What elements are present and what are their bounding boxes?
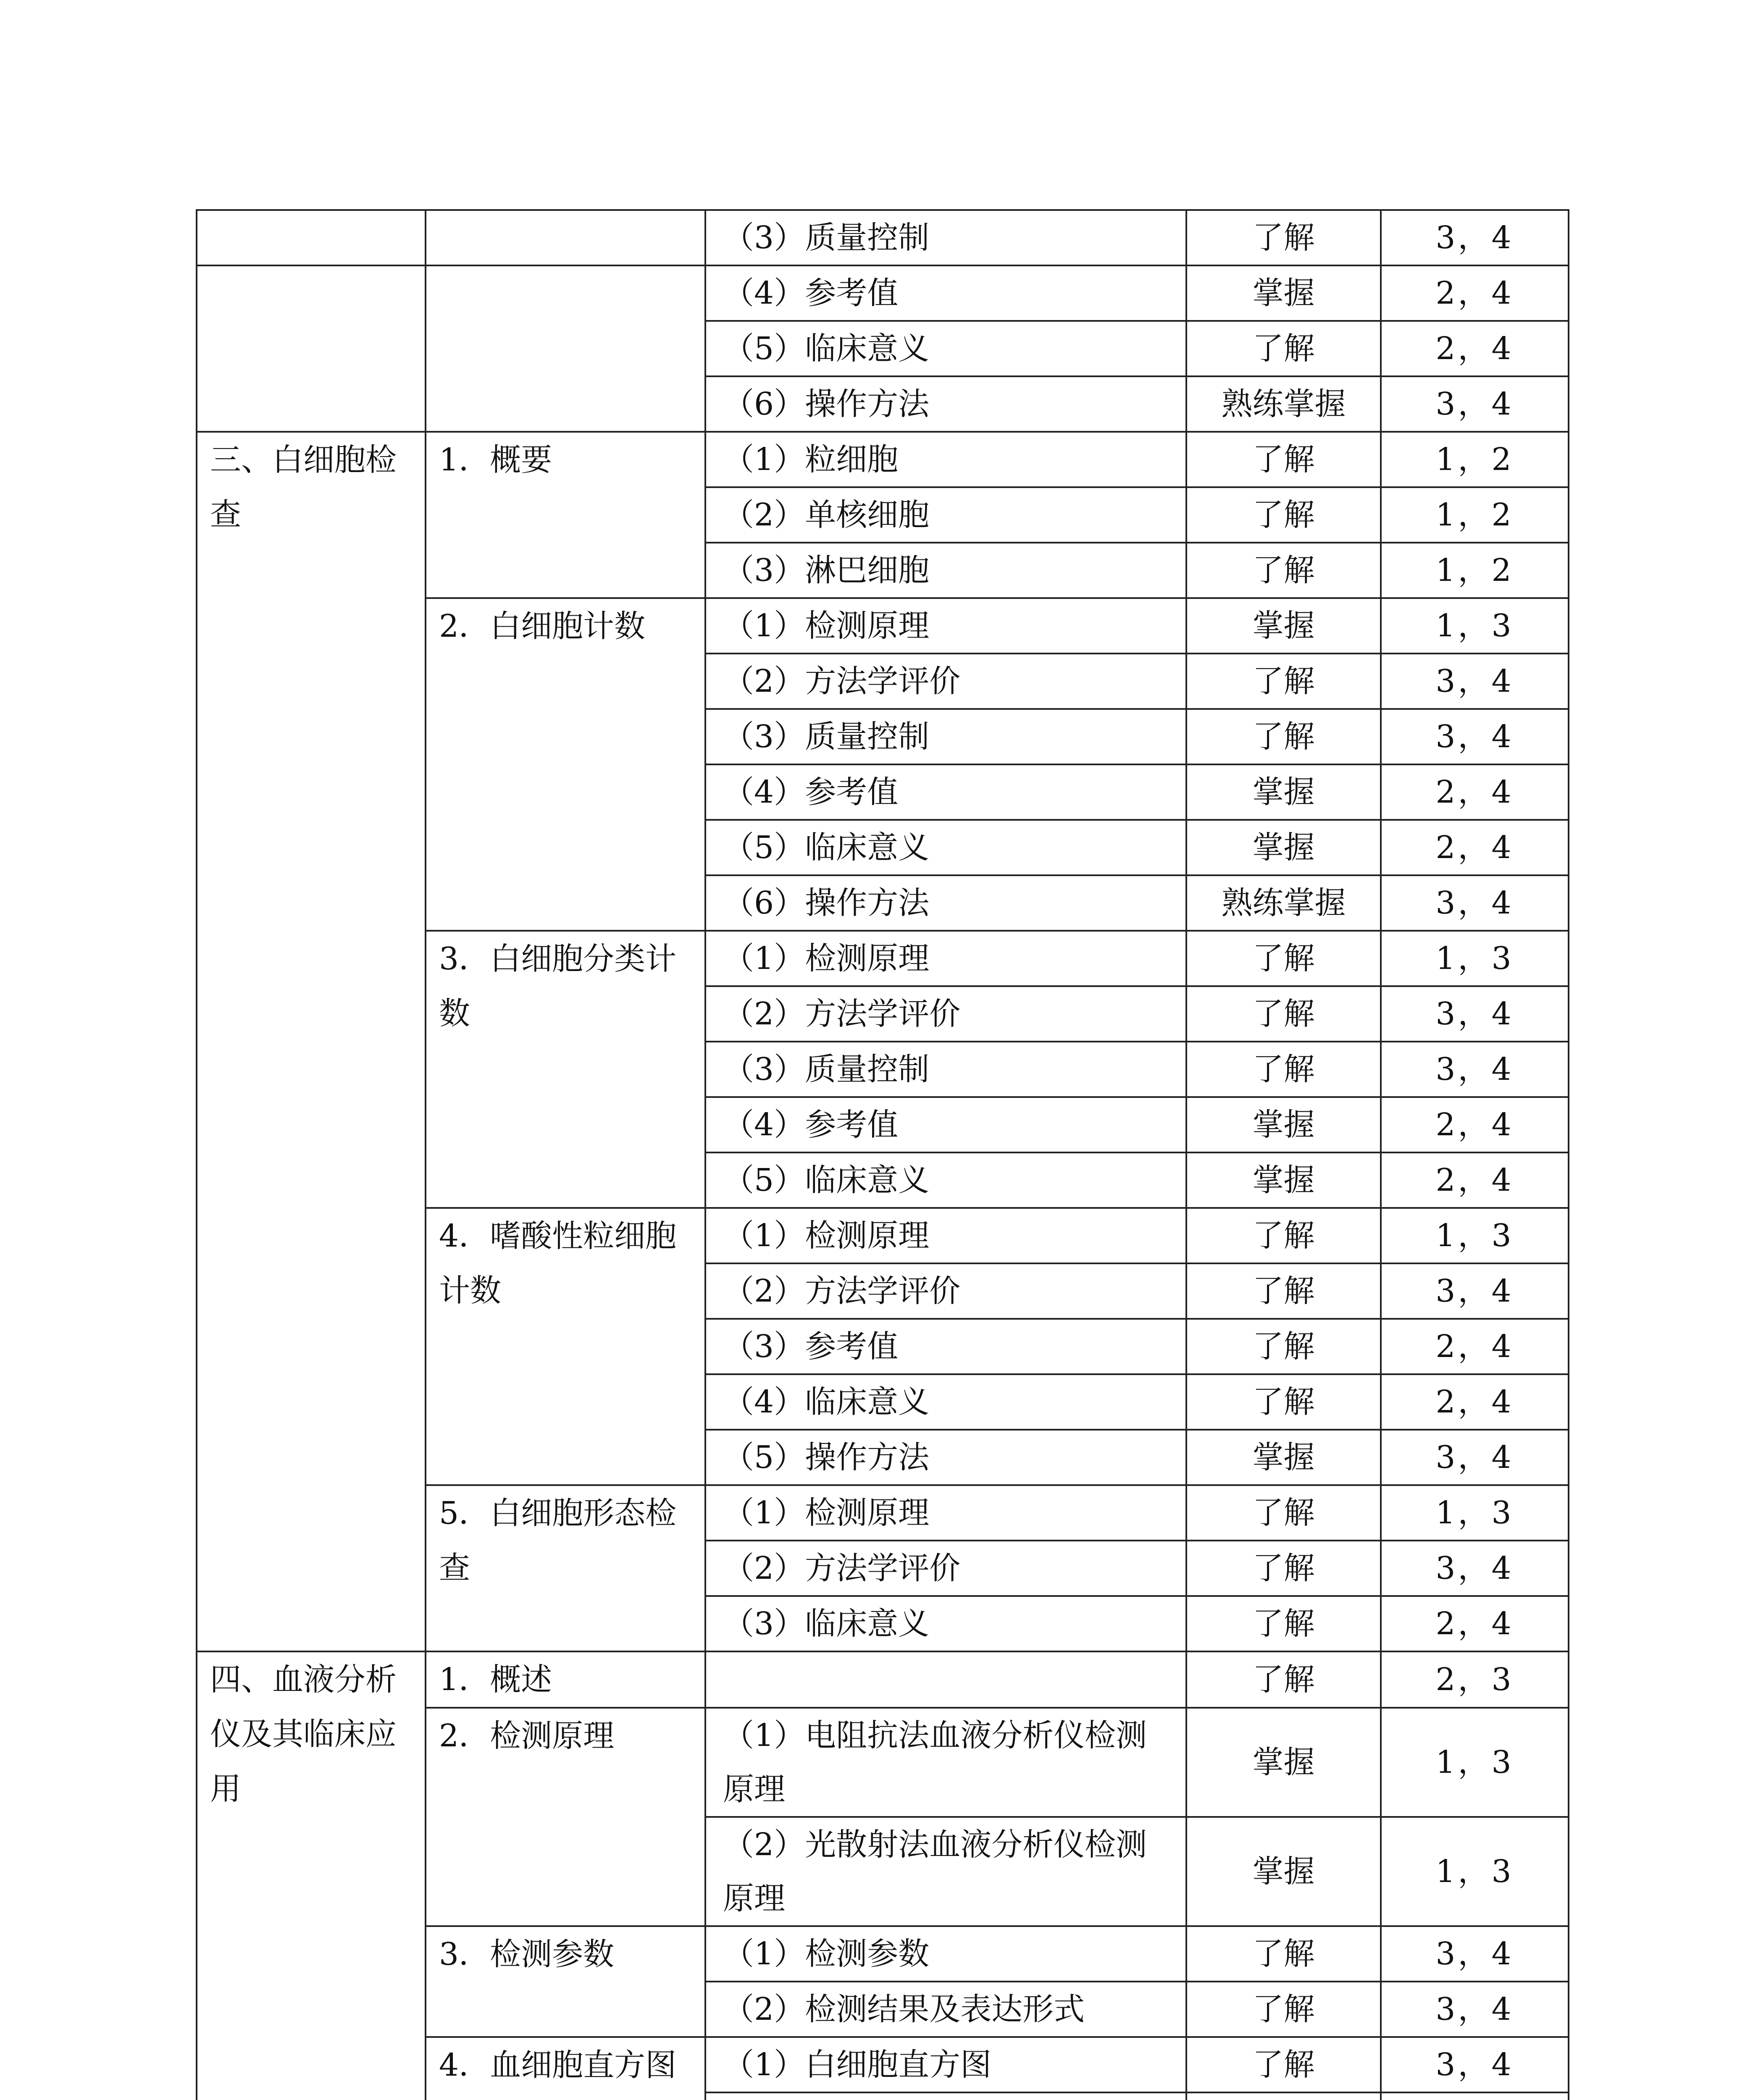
topic-cell: 5．白细胞形态检查 [426, 1485, 705, 1651]
subtopic-cell: （2）方法学评价 [705, 986, 1186, 1042]
requirement-level-cell: 了解 [1186, 986, 1381, 1042]
topic-cell: 2．检测原理 [426, 1708, 705, 1926]
subtopic-cell: （1）检测原理 [705, 1485, 1186, 1541]
subtopic-cell: （6）操作方法 [705, 376, 1186, 432]
topic-cell: 2．白细胞计数 [426, 598, 705, 931]
subtopic-cell: （3）临床意义 [705, 1596, 1186, 1651]
requirement-level-cell: 了解 [1186, 709, 1381, 764]
subtopic-cell: （3）质量控制 [705, 709, 1186, 764]
unit-cell: 三、白细胞检查 [197, 432, 426, 1651]
requirement-level-cell: 掌握 [1186, 598, 1381, 654]
unit-code-cell: 3，4 [1381, 1430, 1569, 1485]
subtopic-cell: （1）检测原理 [705, 1208, 1186, 1263]
requirement-level-cell: 掌握 [1186, 764, 1381, 820]
subtopic-cell: （5）临床意义 [705, 321, 1186, 376]
subtopic-cell: （2）光散射法血液分析仪检测原理 [705, 1817, 1186, 1926]
requirement-level-cell: 了解 [1186, 2037, 1381, 2092]
subtopic-cell: （2）方法学评价 [705, 654, 1186, 709]
topic-cell: 1．概要 [426, 432, 705, 598]
subtopic-cell [705, 1651, 1186, 1708]
subtopic-cell: （2）单核细胞 [705, 487, 1186, 543]
requirement-level-cell: 了解 [1186, 1263, 1381, 1319]
subtopic-cell: （4）参考值 [705, 1097, 1186, 1152]
topic-cell: 3．白细胞分类计数 [426, 931, 705, 1208]
requirement-level-cell: 了解 [1186, 1485, 1381, 1541]
requirement-level-cell: 了解 [1186, 1596, 1381, 1651]
unit-code-cell [1381, 2092, 1569, 2100]
subtopic-cell: （4）参考值 [705, 265, 1186, 321]
subtopic-cell: （5）操作方法 [705, 1430, 1186, 1485]
requirement-level-cell: 掌握 [1186, 820, 1381, 875]
subtopic-cell [705, 2092, 1186, 2100]
unit-cell [197, 210, 426, 265]
unit-code-cell: 3，4 [1381, 654, 1569, 709]
unit-code-cell: 1，3 [1381, 1708, 1569, 1817]
requirement-level-cell: 了解 [1186, 1319, 1381, 1374]
table-row [197, 432, 1569, 487]
requirement-level-cell: 掌握 [1186, 265, 1381, 321]
unit-code-cell: 3，4 [1381, 2037, 1569, 2092]
requirement-level-cell: 掌握 [1186, 1708, 1381, 1817]
unit-code-cell: 3，4 [1381, 1541, 1569, 1596]
requirement-level-cell: 了解 [1186, 1208, 1381, 1263]
unit-code-cell: 1，3 [1381, 598, 1569, 654]
table-row [197, 210, 1569, 265]
unit-code-cell: 3，4 [1381, 1982, 1569, 2037]
subtopic-cell: （3）淋巴细胞 [705, 543, 1186, 598]
subtopic-cell: （3）质量控制 [705, 210, 1186, 265]
requirement-level-cell: 了解 [1186, 1651, 1381, 1708]
requirement-level-cell: 掌握 [1186, 1097, 1381, 1152]
requirement-level-cell: 了解 [1186, 1042, 1381, 1097]
unit-code-cell: 3，4 [1381, 1042, 1569, 1097]
subtopic-cell: （4）临床意义 [705, 1374, 1186, 1430]
unit-code-cell: 1，3 [1381, 1208, 1569, 1263]
unit-cell: 四、血液分析仪及其临床应用 [197, 1651, 426, 2100]
unit-code-cell: 3，4 [1381, 210, 1569, 265]
unit-code-cell: 3，4 [1381, 709, 1569, 764]
requirement-level-cell: 了解 [1186, 487, 1381, 543]
unit-code-cell: 3，4 [1381, 376, 1569, 432]
unit-code-cell: 1，3 [1381, 1485, 1569, 1541]
syllabus-table [196, 209, 1569, 2100]
table-row [197, 1651, 1569, 1708]
subtopic-cell: （1）电阻抗法血液分析仪检测原理 [705, 1708, 1186, 1817]
topic-cell [426, 210, 705, 265]
requirement-level-cell: 了解 [1186, 210, 1381, 265]
unit-code-cell: 3，4 [1381, 986, 1569, 1042]
requirement-level-cell: 了解 [1186, 1982, 1381, 2037]
unit-code-cell: 2，4 [1381, 321, 1569, 376]
subtopic-cell: （2）检测结果及表达形式 [705, 1982, 1186, 2037]
subtopic-cell: （5）临床意义 [705, 1152, 1186, 1208]
subtopic-cell: （2）方法学评价 [705, 1541, 1186, 1596]
unit-code-cell: 3，4 [1381, 1263, 1569, 1319]
unit-code-cell: 1，3 [1381, 1817, 1569, 1926]
unit-code-cell: 2，4 [1381, 265, 1569, 321]
subtopic-cell: （1）检测原理 [705, 598, 1186, 654]
requirement-level-cell: 了解 [1186, 1374, 1381, 1430]
requirement-level-cell: 了解 [1186, 654, 1381, 709]
syllabus-table-body [197, 210, 1569, 2100]
table-row [197, 265, 1569, 321]
subtopic-cell: （1）粒细胞 [705, 432, 1186, 487]
requirement-level-cell: 掌握 [1186, 1817, 1381, 1926]
subtopic-cell: （6）操作方法 [705, 875, 1186, 931]
unit-code-cell: 3，4 [1381, 1926, 1569, 1982]
requirement-level-cell: 了解 [1186, 1926, 1381, 1982]
unit-code-cell: 3，4 [1381, 875, 1569, 931]
requirement-level-cell: 了解 [1186, 321, 1381, 376]
subtopic-cell: （3）质量控制 [705, 1042, 1186, 1097]
requirement-level-cell: 了解 [1186, 931, 1381, 986]
unit-code-cell: 1，2 [1381, 432, 1569, 487]
unit-code-cell: 2，4 [1381, 1596, 1569, 1651]
unit-code-cell: 2，4 [1381, 764, 1569, 820]
requirement-level-cell: 熟练掌握 [1186, 376, 1381, 432]
subtopic-cell: （3）参考值 [705, 1319, 1186, 1374]
requirement-level-cell: 了解 [1186, 1541, 1381, 1596]
requirement-level-cell: 了解 [1186, 543, 1381, 598]
requirement-level-cell: 掌握 [1186, 1430, 1381, 1485]
subtopic-cell: （2）方法学评价 [705, 1263, 1186, 1319]
unit-code-cell: 2，4 [1381, 1374, 1569, 1430]
topic-cell: 3．检测参数 [426, 1926, 705, 2037]
requirement-level-cell: 熟练掌握 [1186, 875, 1381, 931]
unit-code-cell: 1，2 [1381, 487, 1569, 543]
unit-code-cell: 2，4 [1381, 820, 1569, 875]
subtopic-cell: （5）临床意义 [705, 820, 1186, 875]
unit-cell [197, 265, 426, 432]
subtopic-cell: （1）检测原理 [705, 931, 1186, 986]
requirement-level-cell: 了解 [1186, 432, 1381, 487]
unit-code-cell: 1，3 [1381, 931, 1569, 986]
subtopic-cell: （1）检测参数 [705, 1926, 1186, 1982]
unit-code-cell: 1，2 [1381, 543, 1569, 598]
requirement-level-cell: 掌握 [1186, 1152, 1381, 1208]
unit-code-cell: 2，3 [1381, 1651, 1569, 1708]
topic-cell: 1．概述 [426, 1651, 705, 1708]
subtopic-cell: （4）参考值 [705, 764, 1186, 820]
requirement-level-cell [1186, 2092, 1381, 2100]
topic-cell: 4．血细胞直方图 [426, 2037, 705, 2100]
unit-code-cell: 2，4 [1381, 1152, 1569, 1208]
subtopic-cell: （1）白细胞直方图 [705, 2037, 1186, 2092]
topic-cell [426, 265, 705, 432]
topic-cell: 4．嗜酸性粒细胞计数 [426, 1208, 705, 1485]
unit-code-cell: 2，4 [1381, 1097, 1569, 1152]
unit-code-cell: 2，4 [1381, 1319, 1569, 1374]
